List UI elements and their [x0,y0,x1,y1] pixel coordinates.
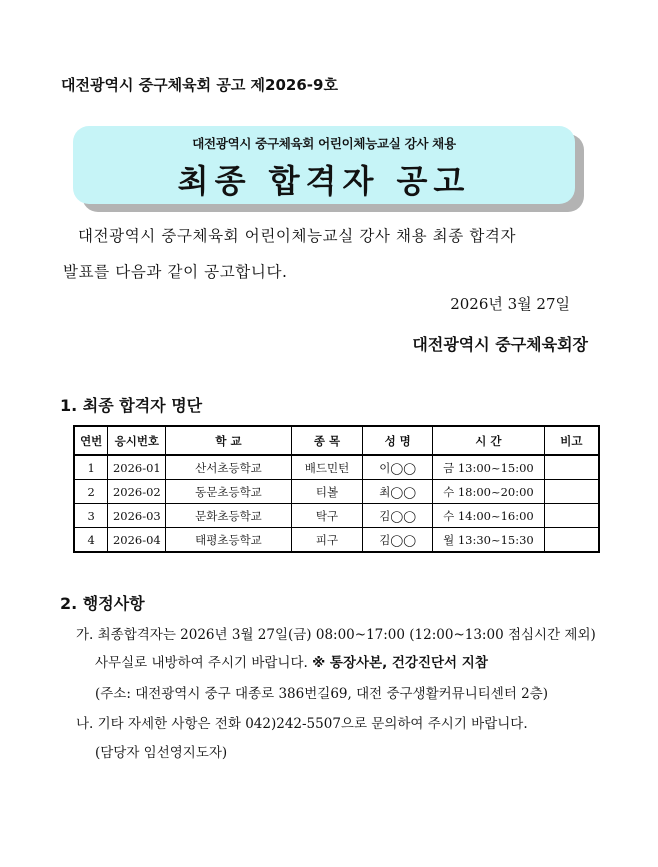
header-exam-number: 응시번호 [108,426,166,455]
cell-exam-number: 2026-01 [108,455,166,480]
cell-no: 4 [74,528,108,553]
cell-no: 1 [74,455,108,480]
required-documents-note: ※ 통장사본, 건강진단서 지참 [312,655,488,671]
cell-time: 월 13:30~15:30 [433,528,545,553]
admin-line-contact-person: (담당자 임선영지도자) [95,745,228,761]
admin-line-na: 나. 기타 자세한 사항은 전화 042)242-5507으로 문의하여 주시기 바랍니다. [76,716,528,732]
intro-line-2: 발표를 다음과 같이 공고합니다. [63,263,288,281]
cell-remarks [544,504,599,528]
cell-remarks [544,528,599,553]
cell-school: 문화초등학교 [166,504,291,528]
header-remarks: 비고 [544,426,599,455]
cell-no: 2 [74,480,108,504]
cell-name: 김◯◯ [363,528,433,553]
cell-time: 수 18:00~20:00 [433,480,545,504]
cell-school: 산서초등학교 [166,455,291,480]
banner-title: 최종 합격자 공고 [177,162,471,200]
header-sport: 종 목 [291,426,363,455]
cell-exam-number: 2026-03 [108,504,166,528]
cell-sport: 배드민턴 [291,455,363,480]
table-row [74,504,599,528]
table-row [74,455,599,480]
issuer-signature: 대전광역시 중구체육회장 [412,335,588,354]
banner-subtitle: 대전광역시 중구체육회 어린이체능교실 강사 채용 [192,136,456,151]
results-table [73,425,600,553]
header-time: 시 간 [433,426,545,455]
table-row [74,480,599,504]
header-no: 연번 [74,426,108,455]
intro-line-1: 대전광역시 중구체육회 어린이체능교실 강사 채용 최종 합격자 [78,227,517,245]
section-1-title: 1. 최종 합격자 명단 [60,396,203,415]
cell-sport: 티볼 [291,480,363,504]
title-banner [73,126,575,204]
cell-name: 최◯◯ [363,480,433,504]
cell-time: 수 14:00~16:00 [433,504,545,528]
cell-sport: 피구 [291,528,363,553]
cell-remarks [544,455,599,480]
table-row [74,528,599,553]
cell-time: 금 13:00~15:00 [433,455,545,480]
announcement-date: 2026년 3월 27일 [450,295,570,313]
table-header-row [74,426,599,455]
cell-school: 동문초등학교 [166,480,291,504]
cell-no: 3 [74,504,108,528]
cell-remarks [544,480,599,504]
admin-line-ga: 가. 최종합격자는 2026년 3월 27일(금) 08:00~17:00 (12:00~13:00 점심시간 제외) [76,627,596,643]
header-school: 학 교 [166,426,291,455]
admin-line-address: (주소: 대전광역시 중구 대종로 386번길69, 대전 중구생활커뮤니티센터 2층) [95,686,549,702]
cell-name: 이◯◯ [363,455,433,480]
section-2-title: 2. 행정사항 [60,594,145,613]
notice-number: 대전광역시 중구체육회 공고 제2026-9호 [61,76,338,94]
cell-school: 태평초등학교 [166,528,291,553]
visit-instruction: 사무실로 내방하여 주시기 바랍니다. [95,655,313,671]
cell-sport: 탁구 [291,504,363,528]
cell-name: 김◯◯ [363,504,433,528]
admin-line-visit [95,651,488,671]
cell-exam-number: 2026-04 [108,528,166,553]
cell-exam-number: 2026-02 [108,480,166,504]
header-name: 성 명 [363,426,433,455]
